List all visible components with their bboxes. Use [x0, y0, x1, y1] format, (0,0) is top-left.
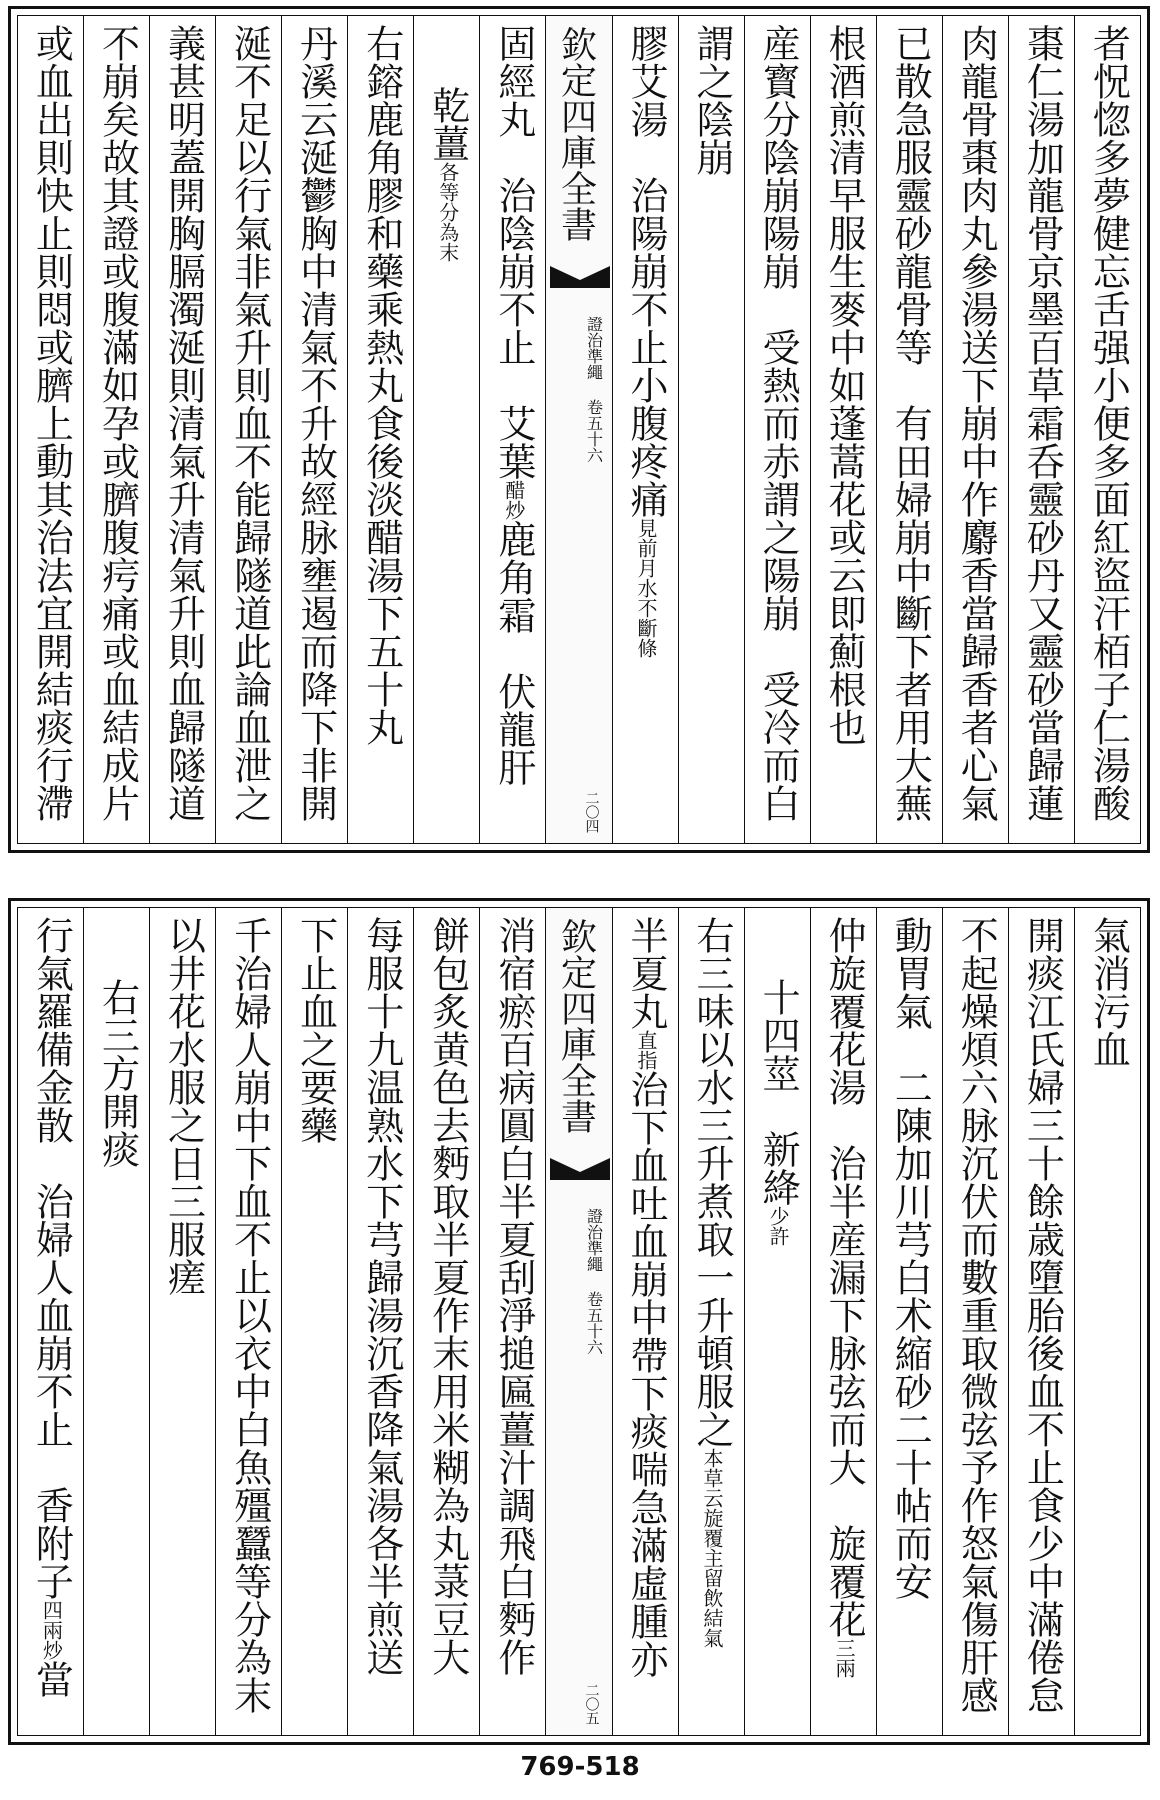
column-text-tail: 治下血吐血崩中帶下痰喘急滿虛腫亦: [623, 1070, 668, 1678]
text-column: 根酒煎清早服生麥中如蓬蒿花或云即薊根也: [810, 16, 876, 843]
column-note: 三兩: [832, 1638, 857, 1678]
text-column: [18, 908, 83, 1735]
column-note: 醋炒: [501, 480, 526, 520]
spine-column: [545, 908, 611, 1735]
text-column: 不崩矣故其證或腹滿如孕或臍腹疞痛或血結成片: [83, 16, 149, 843]
bottom-columns: [18, 908, 1140, 1735]
text-column: [612, 16, 678, 843]
page-footer-number: 769-518: [520, 1752, 640, 1782]
folio-number: 二〇四: [583, 791, 600, 833]
text-column: [678, 908, 744, 1735]
spine-title: 欽定四庫全書: [555, 26, 597, 242]
fish-tail-mark-icon: [550, 1158, 610, 1180]
column-text: 行氣羅備金散 治婦人血崩不止 香附子: [29, 916, 74, 1600]
text-column: 謂之陰崩: [678, 16, 744, 843]
text-column: 涎不足以行氣非氣升則血不能歸隧道此論血泄之: [215, 16, 281, 843]
spine-column: [545, 16, 611, 843]
column-text-tail: 鹿角霜 伏龍肝: [491, 520, 536, 786]
column-text: 乾薑: [425, 86, 470, 162]
text-column: 右鎔鹿角膠和藥乘熱丸食後淡醋湯下五十丸: [347, 16, 413, 843]
text-column: 者怳惚多夢健忘舌强小便多面紅盜汗栢子仁湯酸: [1074, 16, 1140, 843]
text-column: [612, 908, 678, 1735]
column-text: 半夏丸: [623, 916, 668, 1030]
column-note: 直指: [633, 1030, 658, 1070]
folio-number: 二〇五: [583, 1683, 600, 1725]
text-column: 下止血之要藥: [281, 908, 347, 1735]
bottom-page: [8, 898, 1150, 1745]
text-column: 丹溪云涎鬱胸中清氣不升故經脉壅遏而降下非開: [281, 16, 347, 843]
top-page-frame: [17, 15, 1141, 844]
top-columns: [18, 16, 1140, 843]
column-note: 四兩炒: [39, 1600, 64, 1660]
column-note: 見前月水不斷條: [633, 518, 658, 658]
text-column: 已散急服靈砂龍骨等 有田婦崩中斷下者用大蕪: [876, 16, 942, 843]
bottom-page-frame: [17, 907, 1141, 1736]
text-column: 或血出則快止則悶或臍上動其治法宜開結痰行滯: [29, 24, 74, 822]
text-column: 不起燥煩六脉沉伏而數重取微弦予作怒氣傷肝感: [942, 908, 1008, 1735]
text-column: 肉龍骨棗肉丸參湯送下崩中作麝香當歸香者心氣: [942, 16, 1008, 843]
text-column: [744, 908, 810, 1735]
text-column: 千治婦人崩中下血不止以衣中白魚殭蠶等分為末: [215, 908, 281, 1735]
text-column: [413, 16, 479, 843]
column-text-tail: 當: [29, 1660, 74, 1698]
column-note: 少許: [766, 1206, 791, 1246]
spine-title: 欽定四庫全書: [555, 918, 597, 1134]
fish-tail-mark-icon: [550, 266, 610, 288]
column-text: 固經丸 治陰崩不止 艾葉: [491, 24, 536, 480]
text-column: 氣消污血: [1074, 908, 1140, 1735]
column-note: 各等分為末: [435, 162, 460, 262]
text-column: [479, 16, 545, 843]
text-column: [810, 908, 876, 1735]
text-column: 開痰江氏婦三十餘歳墮胎後血不止食少中滿倦怠: [1008, 908, 1074, 1735]
text-column: 每服十九温熟水下芎歸湯沉香降氣湯各半煎送: [347, 908, 413, 1735]
text-column: 餅包炙黄色去麪取半夏作末用米糊為丸菉豆大: [413, 908, 479, 1735]
column-note: 本草云旋覆主留飲結氣: [700, 1448, 725, 1648]
text-column: 動胃氣 二陳加川芎白术縮砂二十帖而安: [876, 908, 942, 1735]
spine-subtitle: 證治準繩 卷五十六: [584, 316, 604, 463]
spine-subtitle: 證治準繩 卷五十六: [584, 1208, 604, 1355]
column-text: 右三味以水三升煮取一升頓服之: [690, 916, 735, 1448]
column-text: 十四莖 新絳: [756, 978, 801, 1206]
column-text: 仲旋覆花湯 治半産漏下脉弦而大 旋覆花: [822, 916, 867, 1638]
column-text: 膠艾湯 治陽崩不止小腹疼痛: [623, 24, 668, 518]
text-column: 産寳分陰崩陽崩 受熱而赤謂之陽崩 受冷而白: [744, 16, 810, 843]
text-column: 棗仁湯加龍骨京墨百草霜呑靈砂丹又靈砂當歸蓮: [1008, 16, 1074, 843]
text-column: 義甚明蓋開胸膈濁涎則清氣升清氣升則血歸隧道: [149, 16, 215, 843]
text-column: 右三方開痰: [83, 908, 149, 1735]
top-page: [8, 6, 1150, 853]
text-column: 以井花水服之日三服瘥: [149, 908, 215, 1735]
text-column: 消宿瘀百病圓白半夏刮淨搥匾薑汁調飛白麪作: [479, 908, 545, 1735]
